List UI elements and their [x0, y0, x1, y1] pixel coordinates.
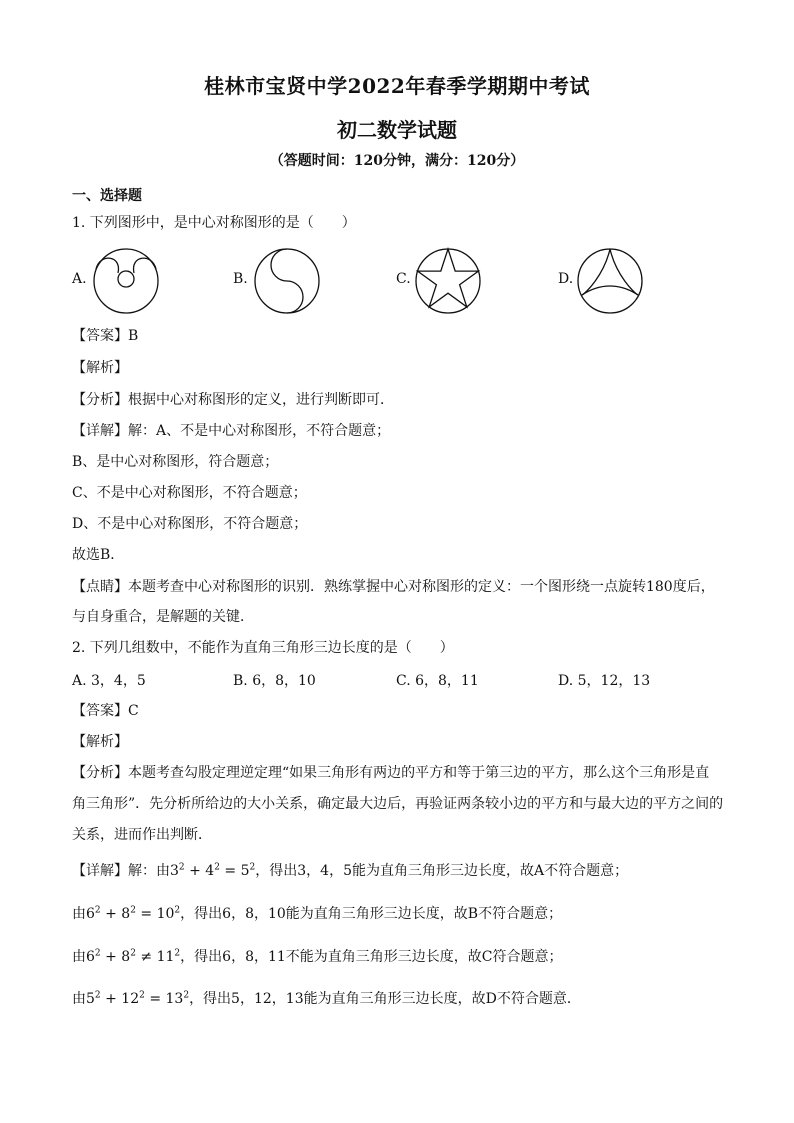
- q2-detail-1-prefix: 【详解】解：由: [72, 863, 170, 879]
- eq-plus: +: [189, 863, 201, 879]
- eq-op: =: [224, 863, 237, 879]
- q1-detail-2: B、是中心对称图形，符合题意；: [72, 454, 279, 470]
- eq-plus: +: [105, 906, 117, 922]
- exam-info: （答题时间：120分钟，满分：120分）: [269, 153, 525, 169]
- eq-exp: 2: [178, 862, 185, 873]
- q1-detail-3: C、不是中心对称图形，不符合题意；: [72, 485, 307, 501]
- q2-detail-2-suffix: ，得出6，8，10能为直角三角形三边长度，故B不符合题意；: [180, 906, 563, 922]
- eq-term: 5: [86, 991, 95, 1007]
- eq-term: 8: [121, 906, 131, 922]
- section-heading: 一、选择题: [72, 188, 142, 204]
- eq-exp: 2: [130, 905, 136, 916]
- eq-op: =: [140, 906, 153, 922]
- q2-detail-4-prefix: 由: [72, 991, 86, 1007]
- q2-choice-c: C. 6，8，11: [396, 673, 479, 689]
- q1-detail-4: D、不是中心对称图形，不符合题意；: [72, 516, 308, 532]
- q2-choice-b: B. 6，8，10: [233, 673, 316, 689]
- eq-term: 6: [86, 949, 95, 965]
- q2-choice-d: D. 5，12，13: [558, 673, 651, 689]
- q1-dianjing-2: 与自身重合，是解题的关键．: [72, 609, 254, 625]
- q2-detail-3-suffix: ，得出6，8，11不能为直角三角形三边长度，故C符合题意；: [180, 949, 563, 965]
- eq-term: 5: [240, 863, 250, 879]
- q2-detail-2: [72, 904, 562, 924]
- eq-plus: +: [105, 949, 117, 965]
- equation: [86, 991, 189, 1007]
- exam-title: 桂林市宝贤中学2022年春季学期期中考试: [204, 74, 590, 98]
- q1-detail-5: 故选B．: [72, 547, 125, 563]
- q1-answer: 【答案】B: [72, 328, 139, 344]
- eq-exp: 2: [94, 990, 101, 1001]
- eq-term: 3: [170, 863, 179, 879]
- eq-term: 8: [121, 949, 131, 965]
- q1-option-d-letter: D.: [558, 271, 574, 287]
- q1-dianjing-1: 【点睛】本题考查中心对称图形的识别．熟练掌握中心对称图形的定义：一个图形绕一点旋转180度后，: [72, 579, 715, 595]
- eq-term: 10: [156, 906, 175, 922]
- equation: [86, 949, 180, 965]
- circle-with-inner-arcs-icon: [92, 245, 162, 317]
- q2-detail-3-prefix: 由: [72, 949, 86, 965]
- eq-term: 13: [165, 991, 184, 1007]
- eq-exp: 2: [214, 862, 220, 873]
- q2-stem: 2. 下列几组数中，不能作为直角三角形三边长度的是（ ）: [72, 640, 454, 656]
- q1-option-c-letter: C.: [396, 271, 411, 287]
- q2-analysis-label: 【解析】: [72, 734, 128, 750]
- star-in-circle-icon: [414, 245, 484, 317]
- q2-answer: 【答案】C: [72, 703, 139, 719]
- eq-term: 6: [86, 906, 95, 922]
- eq-plus: +: [105, 991, 117, 1007]
- q1-option-b-letter: B.: [233, 271, 248, 287]
- q2-fenxi-3: 关系，进而作出判断．: [72, 827, 212, 843]
- q1-options: [0, 245, 794, 317]
- eq-term: 12: [121, 991, 140, 1007]
- q2-fenxi-2: 角三角形”．先分析所给边的大小关系，确定最大边后，再验证两条较小边的平方和与最大边的平方之间的: [72, 796, 724, 812]
- q2-fenxi-1: 【分析】本题考查勾股定理逆定理“如果三角形有两边的平方和等于第三边的平方，那么这个三角形是直: [72, 765, 710, 781]
- trefoil-circle-icon: [576, 245, 646, 317]
- yin-yang-icon: [253, 245, 323, 317]
- q2-choice-a: A. 3，4，5: [72, 673, 146, 689]
- eq-exp: 2: [249, 862, 256, 873]
- q1-fenxi: 【分析】根据中心对称图形的定义，进行判断即可．: [72, 392, 394, 408]
- exam-subtitle: 初二数学试题: [337, 118, 457, 142]
- q2-detail-3: [72, 947, 563, 967]
- eq-term: 4: [205, 863, 215, 879]
- eq-exp: 2: [139, 990, 145, 1001]
- eq-exp: 2: [183, 990, 190, 1001]
- eq-exp: 2: [94, 905, 101, 916]
- eq-exp: 2: [130, 948, 136, 959]
- eq-term: 11: [156, 949, 175, 965]
- q2-detail-4-suffix: ，得出5，12，13能为直角三角形三边长度，故D不符合题意．: [189, 991, 581, 1007]
- eq-exp: 2: [174, 948, 181, 959]
- eq-op: =: [149, 991, 162, 1007]
- equation: [86, 906, 180, 922]
- eq-op: ≠: [140, 949, 153, 965]
- q1-stem: 1. 下列图形中，是中心对称图形的是（ ）: [72, 215, 356, 231]
- q1-analysis-label: 【解析】: [72, 360, 128, 376]
- q1-detail-1: 【详解】解：A、不是中心对称图形，不符合题意；: [72, 423, 391, 439]
- q2-detail-1-suffix: ，得出3，4，5能为直角三角形三边长度，故A不符合题意；: [255, 863, 629, 879]
- q1-option-a-letter: A.: [72, 271, 87, 287]
- q2-detail-4: [72, 989, 581, 1009]
- eq-exp: 2: [94, 948, 101, 959]
- eq-exp: 2: [174, 905, 181, 916]
- q2-detail-2-prefix: 由: [72, 906, 86, 922]
- equation: [170, 863, 255, 879]
- q2-detail-1: [72, 861, 628, 881]
